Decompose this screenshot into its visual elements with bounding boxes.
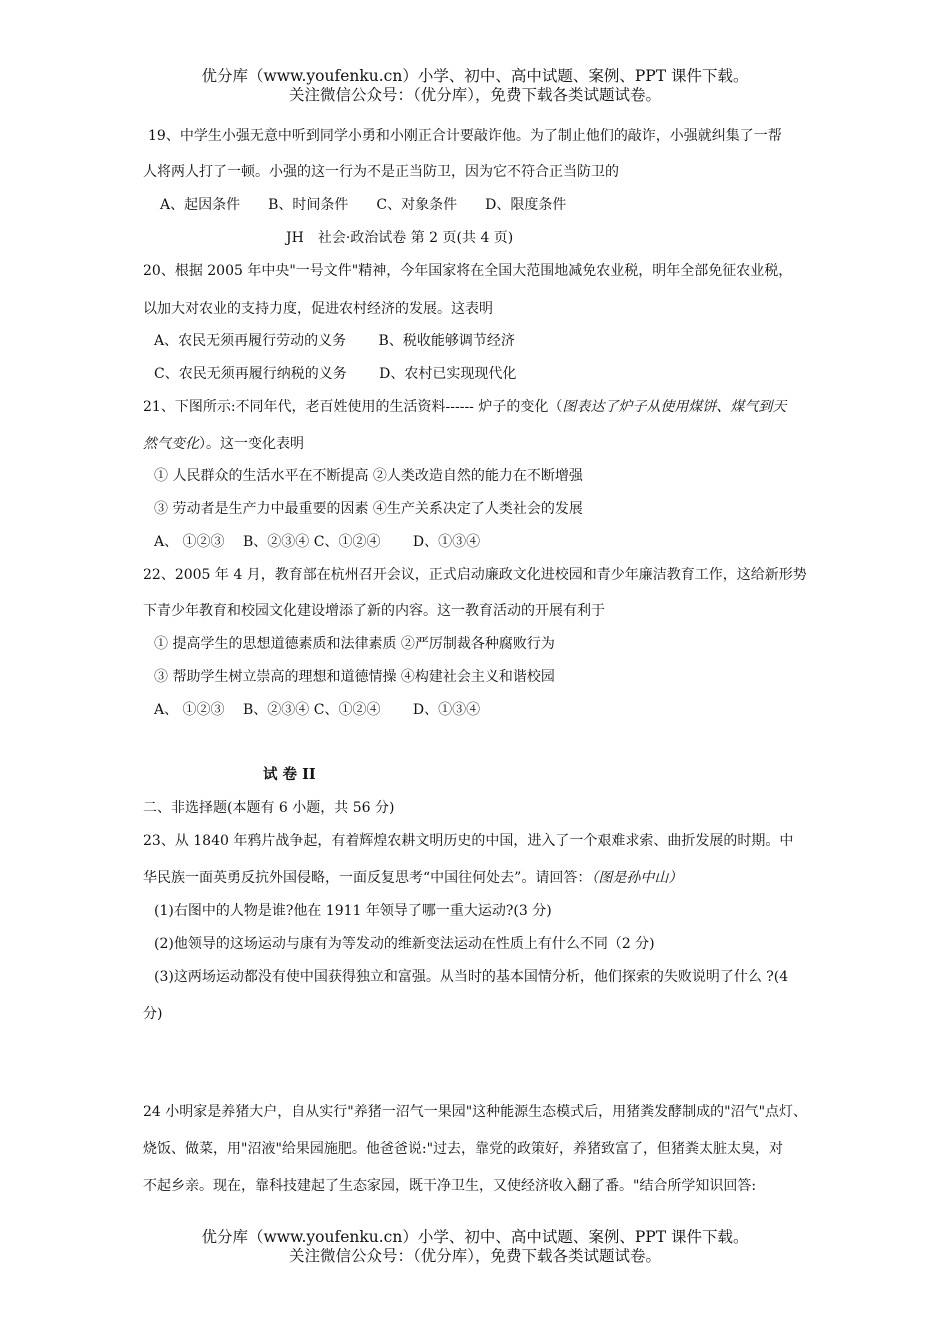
q23-sub-question-3-cont: 分) (143, 1006, 163, 1022)
q21-line1-italic: 图表达了炉子从使用煤饼、煤气到天 (562, 399, 787, 415)
q20-text-line-2: 以加大对农业的支持力度，促进农村经济的发展。这表明 (143, 301, 493, 317)
q21-text-line-1 (143, 398, 786, 416)
q20-text-line-1: 20、根据 2005 年中央"一号文件"精神，今年国家将在全国大范围地减免农业税，明年全部免征农业税， (143, 263, 793, 279)
header-line-1: 优分库（www.youfenku.cn）小学、初中、高中试题、案例、PPT 课件下载。 (201, 67, 749, 85)
q19-text-line-1: 19、中学生小强无意中听到同学小勇和小刚正合计要敲诈他。为了制止他们的敲诈，小强就纠集了一帮 (148, 128, 782, 144)
header-line-2: 关注微信公众号：（优分库），免费下载各类试题试卷。 (288, 86, 661, 104)
q19-options: A、起因条件 B、时间条件 C、对象条件 D、限度条件 (160, 197, 567, 213)
q21-options: A、 ①②③ B、②③④ C、①②④ D、①③④ (154, 534, 481, 550)
q20-options-ab: A、农民无须再履行劳动的义务 B、税收能够调节经济 (154, 333, 515, 349)
page-info: JH 社会·政治试卷 第 2 页(共 4 页) (286, 230, 514, 246)
q23-line2-main: 华民族一面英勇反抗外国侵略，一面反复思考“中国往何处去”。请回答： (143, 870, 592, 886)
q23-line2-italic: （图是孙中山） (591, 870, 683, 886)
q24-text-line-1: 24 小明家是养猪大户，自从实行"养猪一沼气一果园"这种能源生态模式后，用猪粪发酵制成的"沼气"点灯、 (143, 1104, 808, 1120)
q24-text-line-2: 烧饭、做菜，用"沼液"给果园施肥。他爸爸说:"过去，靠党的政策好，养猪致富了，但猪粪太脏太臭，对 (143, 1141, 784, 1157)
q23-text-line-1: 23、从 1840 年鸦片战争起，有着辉煌农耕文明历史的中国，进入了一个艰难求索、曲折发展的时期。中 (143, 833, 794, 849)
q21-statements-34: ③ 劳动者是生产力中最重要的因素 ④生产关系决定了人类社会的发展 (154, 501, 583, 517)
q22-statements-34: ③ 帮助学生树立崇高的理想和道德情操 ④构建社会主义和谐校园 (154, 669, 555, 685)
q22-text-line-1: 22、2005 年 4 月，教育部在杭州召开会议，正式启动廉政文化进校园和青少年廉洁教育工作，这给新形势 (143, 567, 807, 583)
paper-2-title: 试 卷 II (263, 766, 316, 783)
footer-line-2: 关注微信公众号：（优分库），免费下载各类试题试卷。 (288, 1247, 661, 1265)
q19-text-line-2: 人将两人打了一顿。小强的这一行为不是正当防卫，因为它不符合正当防卫的 (143, 164, 619, 180)
section-heading: 二、非选择题(本题有 6 小题，共 56 分) (143, 800, 395, 816)
q23-sub-question-2: (2)他领导的这场运动与康有为等发动的维新变法运动在性质上有什么不同（2 分) (154, 936, 655, 952)
q23-sub-question-3: (3)这两场运动都没有使中国获得独立和富强。从当时的基本国情分析，他们探索的失败说明了什么 ?(4 (154, 969, 789, 985)
q23-text-line-2 (143, 869, 682, 887)
q23-sub-question-1: (1)右图中的人物是谁?他在 1911 年领导了哪一重大运动?(3 分) (154, 903, 552, 919)
q21-line2-italic: 然气变化 (143, 436, 199, 452)
q24-text-line-3: 不起乡亲。现在，靠科技建起了生态家园，既干净卫生，又使经济收入翻了番。"结合所学知识回答: (143, 1178, 757, 1194)
q21-text-line-2 (143, 435, 304, 453)
q22-options: A、 ①②③ B、②③④ C、①②④ D、①③④ (154, 702, 481, 718)
q21-line2-rest: ）。这一变化表明 (199, 436, 304, 452)
q21-statements-12: ① 人民群众的生活水平在不断提高 ②人类改造自然的能力在不断增强 (154, 468, 583, 484)
q20-options-cd: C、农民无须再履行纳税的义务 D、农村已实现现代化 (154, 366, 517, 382)
q22-text-line-2: 下青少年教育和校园文化建设增添了新的内容。这一教育活动的开展有利于 (143, 603, 605, 619)
q21-line1-main: 21、下图所示:不同年代，老百姓使用的生活资料------ 炉子的变化（ (143, 399, 563, 415)
footer-line-1: 优分库（www.youfenku.cn）小学、初中、高中试题、案例、PPT 课件下载。 (201, 1228, 749, 1246)
q22-statements-12: ① 提高学生的思想道德素质和法律素质 ②严厉制裁各种腐败行为 (154, 636, 555, 652)
